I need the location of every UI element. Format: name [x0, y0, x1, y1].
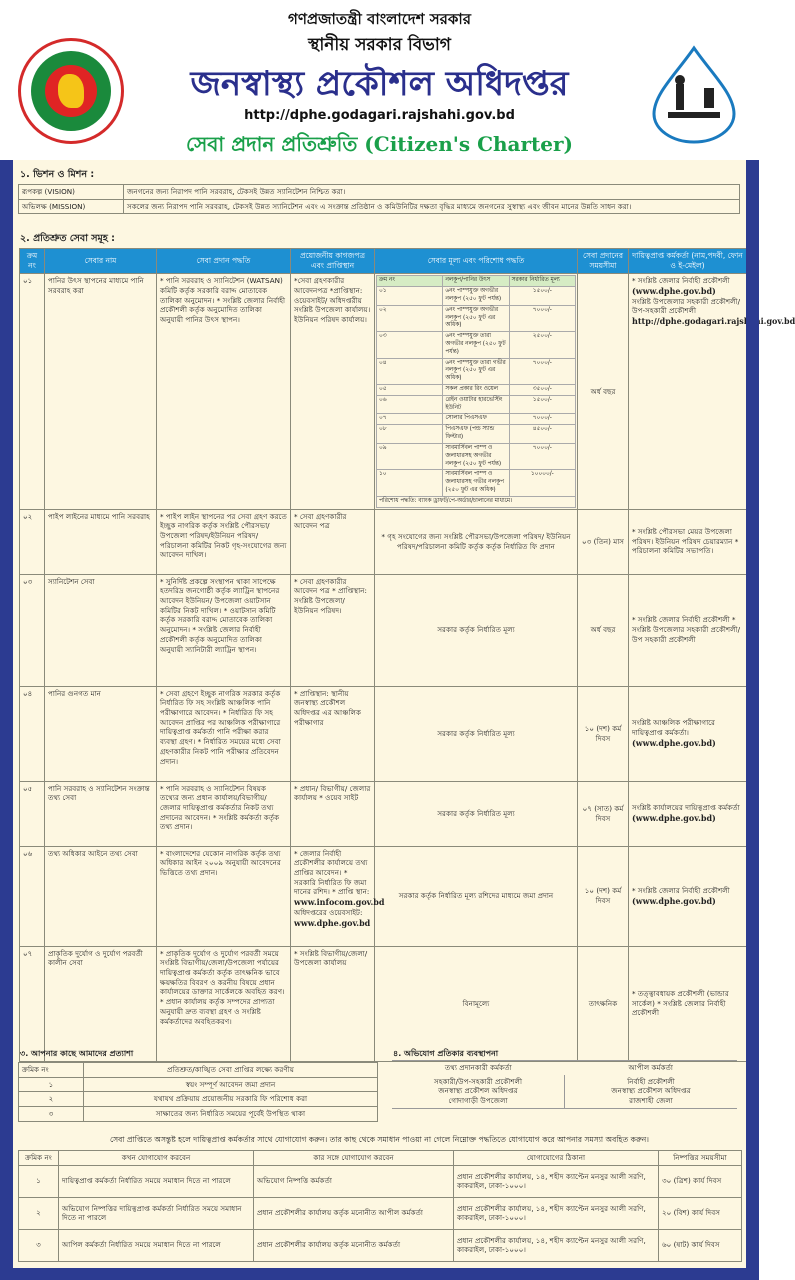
fee-cell-0: ০৪: [377, 358, 443, 384]
officer-text: * তত্ত্বাবধায়ক প্রকৌশলী (ভান্ডার সার্কেল) * সংশ্লিষ্ট জেলার নির্বাহী প্রকৌশলী: [632, 988, 729, 1018]
fee-cell-2: ৪৫০০/-: [509, 425, 575, 444]
expectations-table: [18, 1062, 378, 1122]
officer2-url: http://dphe.godagari.rajshahi.gov.bd: [632, 316, 795, 327]
fee-cell-0: ১০: [377, 470, 443, 496]
header-row: [19, 1151, 742, 1166]
service-method: * বাংলাদেশের যেকোন নাগরিক কর্তৃক তথ্য অধিকার আইন ২০০৯ অনুযায়ী আবেদনের ভিত্তিতে তথ্য প্রদান।: [157, 846, 291, 946]
header: [0, 0, 759, 160]
time-limit: অর্ধ বছর: [578, 574, 629, 686]
fee-cell-0: ০৬: [377, 395, 443, 414]
column-header: ক্রম নং: [20, 249, 45, 274]
dphe-url: www.dphe.gov.bd: [294, 917, 371, 928]
service-method: * পাইপ লাইন স্থাপনের পর সেবা গ্রহণ করতে ইচ্ছুক নাগরিক কর্তৃক সংশ্লিষ্ট পৌরসভা/ উপজেলা পরিষদ/ইউনিয়ন পরিষদ/ পরিচালনা কমিটির নিকট গৃহ-সংযোগের জন্য আবেদন দাখিল।: [157, 509, 291, 574]
section2-title: ২. প্রতিশ্রুত সেবা সমূহ :: [20, 233, 115, 244]
fee-header: নলকূপ/পানির উৎস: [443, 276, 509, 287]
officer-text: সংশ্লিষ্ট কার্যালয়ের দায়িত্বপ্রাপ্ত কর্মকর্তা: [632, 803, 740, 813]
column-header: সেবা প্রদানের সময়সীমা: [578, 249, 629, 274]
table-row: [19, 1197, 742, 1229]
website-link[interactable]: http://dphe.godagari.rajshahi.gov.bd: [244, 108, 515, 123]
fee-row: [377, 443, 576, 469]
cell-4: ৬০ (ষাট) কার্য দিবস: [659, 1229, 742, 1261]
column-header: সেবার মূল্য এবং পরিশোধ পদ্ধতি: [375, 249, 578, 274]
time-limit: ০৩ (তিন) মাস: [578, 509, 629, 574]
appeal-officer: [565, 1075, 738, 1109]
cell-0: ১: [19, 1165, 59, 1197]
row-number: ০১: [20, 274, 45, 509]
row-number: ০৭: [20, 946, 45, 1061]
row-label: রূপকল্প (VISION): [19, 185, 124, 200]
grievance-note: সেবা প্রাপ্তিতে অসন্তুষ্ট হলে দায়িত্বপ্রাপ্ত কর্মকর্তার সাথে যোগাযোগ করুন। তার কাছ থেকে সমাধান পাওয়া না গেলে নিম্নোক্ত পদ্ধতিতে যোগাযোগ করে আপনার সমস্যা অবহিত করুন।: [109, 1135, 650, 1144]
documents-text: * জেলার নির্বাহী প্রকৌশলীর কার্যালয়ে তথ্য প্রাপ্তির আবেদন। * সরকারি নির্ধারিত ফি জমা দানের রশিদ। * প্রাপ্তি স্থান:: [294, 848, 370, 897]
fee-table: [376, 275, 576, 507]
services-table: [19, 248, 795, 1062]
time-limit: তাৎক্ষনিক: [578, 946, 629, 1061]
cell-1: আপিল কর্মকর্তা নির্ধারিত সময়ে সমাধান দিতে না পারলে: [59, 1229, 254, 1261]
cell-1: অভিযোগ নিষ্পত্তির দায়িত্বপ্রাপ্ত কর্মকর্তা নির্ধারিত সময়ে সমাধান দিতে না পারলে: [59, 1197, 254, 1229]
column-header: দায়িত্বপ্রাপ্ত কর্মকর্তা (নাম,পদবী, ফোন ও ই-মেইল): [629, 249, 747, 274]
fee-cell-1: সাবমার্সিবল পাম্প ও জলাধারসহ গভীর নলকূপ (২৫০ ফুট এর অধিক): [443, 470, 509, 496]
fee-cell-1: ৬নং পাম্পযুক্ত অগভীর নলকূপ (২৫০ ফুট এর অধিক): [443, 305, 509, 331]
table-row: [20, 781, 747, 846]
responsible-officer: [629, 946, 747, 1061]
officers-row: [392, 1075, 737, 1109]
responsible-officer: [629, 574, 747, 686]
fee-row: [377, 395, 576, 414]
fee-row: [377, 287, 576, 306]
fee-cell-1: সকল প্রকার রিং ওয়েল: [443, 385, 509, 396]
cell-0: ২: [19, 1197, 59, 1229]
dphe-logo: [646, 44, 742, 144]
fee-row: [377, 470, 576, 496]
cell-4: ৩০ (ত্রিশ) কার্য দিবস: [659, 1165, 742, 1197]
fee-cell: সরকার কর্তৃক নির্ধারিত মূল্য: [375, 781, 578, 846]
officer-text: সংশ্লিষ্ট আঞ্চলিক পরীক্ষাগারে দায়িত্বপ্রাপ্ত কর্মকর্তা।: [632, 718, 716, 738]
cell-2: প্রধান প্রকৌশলীর কার্যালয় কর্তৃক মনোনীত আপীল কর্মকর্তা: [254, 1197, 454, 1229]
cell-2: অভিযোগ নিষ্পত্তি কর্মকর্তা: [254, 1165, 454, 1197]
fee-cell-0: ০৩: [377, 332, 443, 358]
header-row: [392, 1061, 737, 1075]
required-documents: [291, 846, 385, 946]
officer-line: নির্বাহী প্রকৌশলী: [627, 1076, 675, 1086]
documents-text: * সংশ্লিষ্ট বিভাগীয়/জেলা/ উপজেলা কার্যালয়: [294, 948, 368, 968]
table-row: [19, 1229, 742, 1261]
cell-0: ৩: [19, 1107, 84, 1122]
cell-1: স্বয়ং সম্পূর্ণ আবেদন জমা প্রদান: [84, 1077, 378, 1092]
website-label: অধিদপ্তরের ওয়েবসাইট:: [294, 907, 363, 917]
cell-3: প্রধান প্রকৌশলীর কার্যালয়, ১৪, শহীদ ক্যাপ্টেন মনসুর আলী সরণি, কাকরাইল, ঢাকা-১০০০।: [454, 1229, 659, 1261]
fee-cell-2: ৭০০০/-: [509, 305, 575, 331]
fee-cell-2: ৭০০০/-: [509, 414, 575, 425]
fee-header-row: [377, 276, 576, 287]
table-row: [19, 1165, 742, 1197]
fee-row: [377, 414, 576, 425]
fee-cell-2: ৭০০০/-: [509, 358, 575, 384]
required-documents: [291, 781, 375, 846]
time-limit: ১০ (দশ) কর্ম দিবস: [578, 686, 629, 781]
documents-text: * প্রধান/ বিভাগীয়/ জেলার কার্যালয় * ওয়েব সাইট: [294, 783, 371, 803]
officer-text: * সংশ্লিষ্ট জেলার নির্বাহী প্রকৌশলী * সংশ্লিষ্ট উপজেলার সহকারী প্রকৌশলী/উপ সহকারী প্রকৌশলী: [632, 615, 741, 644]
fee-row: [377, 425, 576, 444]
cell-1: দায়িত্বপ্রাপ্ত কর্মকর্তা নির্ধারিত সময়ে সমাধান দিতে না পারলে: [59, 1165, 254, 1197]
officer-text: * সংশ্লিষ্ট পৌরসভা মেয়র উপজেলা পরিষদ। ইউনিয়ন পরিষদ চেয়ারম্যান * পরিচালনা কমিটির সভাপতি।: [632, 526, 739, 556]
table-row: [20, 846, 747, 946]
fee-cell-1: সাবমার্সিবল পাম্প ও জলাধারসহ অগভীর নলকূপ (২৫০ ফুট পর্যন্ত): [443, 443, 509, 469]
fee-cell-2: ৩৫০০/-: [509, 385, 575, 396]
column-header: তথ্য প্রদানকারী কর্মকর্তা: [444, 1063, 512, 1072]
header-row: [20, 249, 747, 274]
officer-line: জনস্বাস্থ্য প্রকৌশল অধিদপ্তর: [611, 1086, 691, 1096]
fee-cell-2: ১৫০০/-: [509, 287, 575, 306]
fee-cell-0: ০৮: [377, 425, 443, 444]
header-row: [19, 1063, 378, 1078]
service-name: পাইপ লাইনের মাধ্যমে পানি সরবরাহ: [45, 509, 157, 574]
officer-url: (www.dphe.gov.bd): [632, 285, 716, 296]
officer-text: * সংশ্লিষ্ট জেলার নির্বাহী প্রকৌশলী: [632, 885, 730, 895]
section4-title: ৪. অভিযোগ প্রতিকার ব্যবস্থাপনা: [393, 1049, 499, 1058]
service-name: পানির উৎস স্থাপনের মাধ্যমে পানি সরবরাহ করা: [45, 274, 157, 509]
fee-cell-2: ১৫০০/-: [509, 395, 575, 414]
officer-url: (www.dphe.gov.bd): [632, 737, 716, 748]
row-number: ০৫: [20, 781, 45, 846]
cell-3: প্রধান প্রকৌশলীর কার্যালয়, ১৪, শহীদ ক্যাপ্টেন মনসুর আলী সরণি, কাকরাইল, ঢাকা-১০০০।: [454, 1165, 659, 1197]
responsible-officer: [629, 781, 747, 846]
required-documents: [291, 686, 375, 781]
officer-line: সহকারী/উপ-সহকারী প্রকৌশলী: [433, 1076, 523, 1086]
grievance-officers-table: [392, 1060, 737, 1109]
cell-1: যথাযথ প্রক্রিয়ায় প্রয়োজনীয় সরকারি ফি পরিশোধ করা: [84, 1092, 378, 1107]
fee-cell-2: ৭০০০/-: [509, 443, 575, 469]
cell-1: সাক্ষাতের জন্য নির্ধারিত সময়ের পূর্বেই উপস্থিত থাকা: [84, 1107, 378, 1122]
officer-line: গোদাগাড়ী উপজেলা: [448, 1096, 508, 1106]
officer-url: (www.dphe.gov.bd): [632, 813, 716, 824]
row-number: ০২: [20, 509, 45, 574]
service-method: * সেবা গ্রহণে ইচ্ছুক নাগরিক সরকার কর্তৃক নির্ধারিত ফি সহ সংশ্লিষ্ট আঞ্চলিক পানি পরীক্ষাগারে আবেদন। * নির্ধারিত ফি সহ আবেদন প্রাপ্তির পর আঞ্চলিক পরীক্ষাগারে দায়িত্বপ্রাপ্ত কর্মকর্তা পানি পরীক্ষা করার ব্যবস্থা গ্রহণ। * নির্ধারিত সময়ের মধ্যে সেবা গ্রহণকারীর নিকট পানি পরীক্ষার প্রতিবেদন প্রদান।: [157, 686, 291, 781]
service-method: * পানি সরবরাহ ও স্যানিটেশন (WATSAN) কমিটি কর্তৃক সরকারি বরাদ্দ মোতাবেক তালিকা অনুমোদন। * সংশ্লিষ্ট জেলার নির্বাহী প্রকৌশলী কর্তৃক অনুমোদিত তালিকা অনুযায়ী পানির উৎস স্থাপন।: [157, 274, 291, 509]
row-number: ০৬: [20, 846, 45, 946]
fee-cell-1: সোলার পিএসএফ: [443, 414, 509, 425]
required-documents: [291, 274, 375, 509]
officer-text: * সংশ্লিষ্ট জেলার নির্বাহী প্রকৌশলী: [632, 276, 730, 286]
officer-line: রাজশাহী জেলা: [629, 1096, 673, 1106]
column-header: সেবার নাম: [45, 249, 157, 274]
service-name: স্যানিটেশন সেবা: [45, 574, 157, 686]
service-method: * পানি সরবরাহ ও স্যানিটেশন বিষয়ক তথ্যের জন্য প্রধান কার্যালয়/বিভাগীয়/ জেলার দায়িত্বপ্রাপ্ত কর্মকর্তার নিকট তথ্য প্রদানের আবেদন। * সংশ্লিষ্ট কর্মকর্তা কর্তৃক তথ্য প্রদান।: [157, 781, 291, 846]
govt-title: গণপ্রজাতন্ত্রী বাংলাদেশ সরকার: [288, 10, 471, 28]
fee-cell: সরকার কর্তৃক নির্ধারিত মূল্য: [375, 574, 578, 686]
documents-text: *সেবা গ্রহণকারীর আবেদনপত্র *প্রাপ্তিস্থান: ওয়েবসাইট/ অধিদপ্তরীয় সংশ্লিষ্ট উপজেলা কার্যালয়। ইউনিয়ন পরিষদ কার্যালয়।: [294, 276, 371, 325]
fee-cell: বিনামূল্যে: [375, 946, 578, 1061]
grievance-table: [18, 1150, 742, 1262]
fee-cell-2: ২৫০০/-: [509, 332, 575, 358]
fee-header: ক্রম নং: [377, 276, 443, 287]
table-row: [19, 1092, 378, 1107]
column-header: কার সঙ্গে যোগাযোগ করবেন: [254, 1151, 454, 1166]
fee-cell: [375, 274, 578, 509]
row-number: ০৩: [20, 574, 45, 686]
fee-cell-0: ০৫: [377, 385, 443, 396]
cell-0: ১: [19, 1077, 84, 1092]
fee-cell: সরকার কর্তৃক নির্ধারিত মূল্য রশিদের মাধ্যমে জমা প্রদান: [375, 846, 578, 946]
required-documents: [291, 574, 375, 686]
charter-title: সেবা প্রদান প্রতিশ্রুতি (Citizen's Charter): [185, 132, 574, 156]
table-row: [19, 1077, 378, 1092]
column-header: সেবা প্রদান পদ্ধতি: [157, 249, 291, 274]
vision-mission-table: [18, 184, 740, 214]
info-officer: [392, 1075, 565, 1109]
column-header: যোগাযোগের ঠিকানা: [454, 1151, 659, 1166]
service-name: প্রাকৃতিক দুর্যোগ ও দুর্যোগ পরবর্তী কালীন সেবা: [45, 946, 157, 1061]
fee-cell: * গৃহ সংযোগের জন্য সংশ্লিষ্ট পৌরসভা/উপজেলা পরিষদ/ ইউনিয়ন পরিষদ/পরিচালনা কমিটি কর্তৃক কর্তৃক নির্ধারিত ফি প্রদান: [375, 509, 578, 574]
payment-method: পরিশোধ পদ্ধতি: ব্যাংক ড্রাফট/পে-অর্ডার/চালানের মাধ্যমে।: [377, 496, 576, 507]
service-name: পানি সরবরাহ ও স্যানিটেশন সংক্রান্ত তথ্য সেবা: [45, 781, 157, 846]
cell-0: ২: [19, 1092, 84, 1107]
fee-cell-0: ০১: [377, 287, 443, 306]
row-text: জনগনের জন্য নিরাপদ পানি সরবরাহ, টেকসই উন্নত স্যানিটেশন নিশ্চিত করা।: [124, 185, 740, 200]
column-header: কখন যোগাযোগ করবেন: [59, 1151, 254, 1166]
table-row: [20, 509, 747, 574]
service-name: তথ্য অধিকার আইনে তথ্য সেবা: [45, 846, 157, 946]
fee-cell-1: ৬নং পাম্পযুক্ত তারা গভীর নলকূপ (২৫০ ফুট এর অধিক): [443, 358, 509, 384]
service-method: * সুনির্দিষ্ট প্রকল্পে সংস্থাপন থাকা সাপেক্ষে হতদরিদ্র জনগোষ্ঠী কর্তৃক ল্যাট্রিন স্থাপনের আবেদন ইউনিয়ন/ উপজেলা ওয়াটসান কমিটির নিকট দাখিল। * ওয়াটসান কমিটি কর্তৃক সরকারি বরাদ্দ মোতাবেক তালিকা অনুমোদন। * সংশ্লিষ্ট জেলার নির্বাহী প্রকৌশলী কর্তৃক অনুমোদিত তালিকা অনুযায়ী স্যানিটারী ল্যাট্রিন স্থাপন।: [157, 574, 291, 686]
required-documents: [291, 509, 375, 574]
officer-url: (www.dphe.gov.bd): [632, 895, 716, 906]
row-label: অভিলক্ষ (MISSION): [19, 199, 124, 214]
officer-line: জনস্বাস্থ্য প্রকৌশল অধিদপ্তর: [438, 1086, 518, 1096]
payment-row: [377, 496, 576, 507]
section3-title: ৩. আপনার কাছে আমাদের প্রত্যাশা: [20, 1049, 134, 1058]
table-row: [20, 574, 747, 686]
column-header: প্রয়োজনীয় কাগজপত্র এবং প্রাপ্তিস্থান: [291, 249, 375, 274]
service-name: পানির গুনগত মান: [45, 686, 157, 781]
column-header: ক্রমিক নং: [19, 1063, 84, 1078]
column-header: আপীল কর্মকর্তা: [628, 1063, 673, 1072]
vision-row: [19, 185, 740, 200]
fee-header: সরকার নির্ধারিত মূল্য: [509, 276, 575, 287]
cell-4: ২০ (বিশ) কার্য দিবস: [659, 1197, 742, 1229]
fee-row: [377, 358, 576, 384]
fee-cell-1: রেইন ওয়াটার হারভেস্টিং ইউনিট: [443, 395, 509, 414]
documents-text: * প্রাপ্তিস্থান: স্থানীয় জনস্বাস্থ্য প্রকৌশল অধিদপ্তর এর আঞ্চলিক পরীক্ষাগার: [294, 688, 362, 727]
fee-row: [377, 332, 576, 358]
cell-3: প্রধান প্রকৌশলীর কার্যালয়, ১৪, শহীদ ক্যাপ্টেন মনসুর আলী সরণি, কাকরাইল, ঢাকা-১০০০।: [454, 1197, 659, 1229]
cell-2: প্রধান প্রকৌশলীর কার্যালয় কর্তৃক মনোনীত কর্মকর্তা: [254, 1229, 454, 1261]
time-limit: ১০ (দশ) কর্ম দিবস: [578, 846, 629, 946]
documents-text: * সেবা গ্রহণকারীর আবেদন পত্র * প্রাপ্তিস্থান: সংশ্লিষ্ট উপজেলা/ ইউনিয়ন পরিষদ।: [294, 576, 367, 615]
responsible-officer: [629, 274, 795, 509]
column-header: প্রতিশ্রুত/কাঙ্খিত সেবা প্রাপ্তির লক্ষ্যে করণীয়: [84, 1063, 378, 1078]
fee-cell-0: ০৯: [377, 443, 443, 469]
officer2-text: সংশ্লিষ্ট উপজেলার সহকারী প্রকৌশলী/উপ-সহকারী প্রকৌশলী: [632, 296, 741, 316]
section1-title: ১. ভিশন ও মিশন :: [20, 169, 95, 180]
table-row: [20, 946, 747, 1061]
service-method: * প্রাকৃতিক দুর্যোগ ও দুর্যোগ পরবর্তী সময়ে সংশ্লিষ্ট বিভাগীয়/জেলা/উপজেলা পর্যায়ের দায়িত্বপ্রাপ্ত কর্মকর্তা কর্তৃক তাৎক্ষনিক ভাবে ক্ষয়ক্ষতির বিবরণ ও করনীয় বিষয়ে প্রধান কার্যালয়ের ডাক্তার সার্কেলকে অবহিত করণ। * প্রধান কার্যালয় কর্তৃক সম্পদের প্রাপ্যতা অনুযায়ী দ্রুত ব্যবস্থা গ্রহণ ও সংশ্লিষ্ট কর্মকর্তাদের অবহিতকরণ।: [157, 946, 291, 1061]
column-header: ক্রমিক নং: [19, 1151, 59, 1166]
fee-cell-1: ৬নং পাম্পযুক্ত অগভীর নলকূপ (২৫০ ফুট পর্যন্ত): [443, 287, 509, 306]
fee-row: [377, 305, 576, 331]
fee-cell-1: পিএসএফ (পন্ড স্যান্ড ফিল্টার): [443, 425, 509, 444]
table-row: [19, 1107, 378, 1122]
department-title: জনস্বাস্থ্য প্রকৌশল অধিদপ্তর: [190, 64, 569, 104]
info-url: www.infocom.gov.bd: [294, 897, 385, 908]
table-row: [20, 686, 747, 781]
cell-0: ৩: [19, 1229, 59, 1261]
fee-cell-0: ০৭: [377, 414, 443, 425]
division-title: স্থানীয় সরকার বিভাগ: [308, 35, 451, 55]
time-limit: ০৭ (সাত) কর্ম দিবস: [578, 781, 629, 846]
responsible-officer: [629, 509, 747, 574]
responsible-officer: [629, 846, 747, 946]
table-row: [20, 274, 747, 509]
time-limit: অর্ধ বছর: [578, 274, 629, 509]
vision-row: [19, 199, 740, 214]
row-text: সকলের জন্য নিরাপদ পানি সরবরাহ, টেকসই উন্নত স্যানিটেশন এবং এ সংক্রান্ত প্রতিষ্ঠান ও কমিউনিটির দক্ষতা বৃদ্ধির মাধ্যমে জনগনের সুস্বাস্থ্য এবং জীবন মানের উন্নতি সাধন করা।: [124, 199, 740, 214]
documents-text: * সেবা গ্রহণকারীর আবেদন পত্র: [294, 511, 347, 531]
fee-cell-2: ১০০০০/-: [509, 470, 575, 496]
fee-row: [377, 385, 576, 396]
fee-cell-1: ৬নং পাম্পযুক্ত তারা অগভীর নলকূপ (২৫০ ফুট পর্যন্ত): [443, 332, 509, 358]
fee-cell: সরকার কর্তৃক নির্ধারিত মূল্য: [375, 686, 578, 781]
responsible-officer: [629, 686, 747, 781]
required-documents: [291, 946, 375, 1061]
column-header: নিষ্পত্তির সময়সীমা: [659, 1151, 742, 1166]
fee-cell-0: ০২: [377, 305, 443, 331]
row-number: ০৪: [20, 686, 45, 781]
